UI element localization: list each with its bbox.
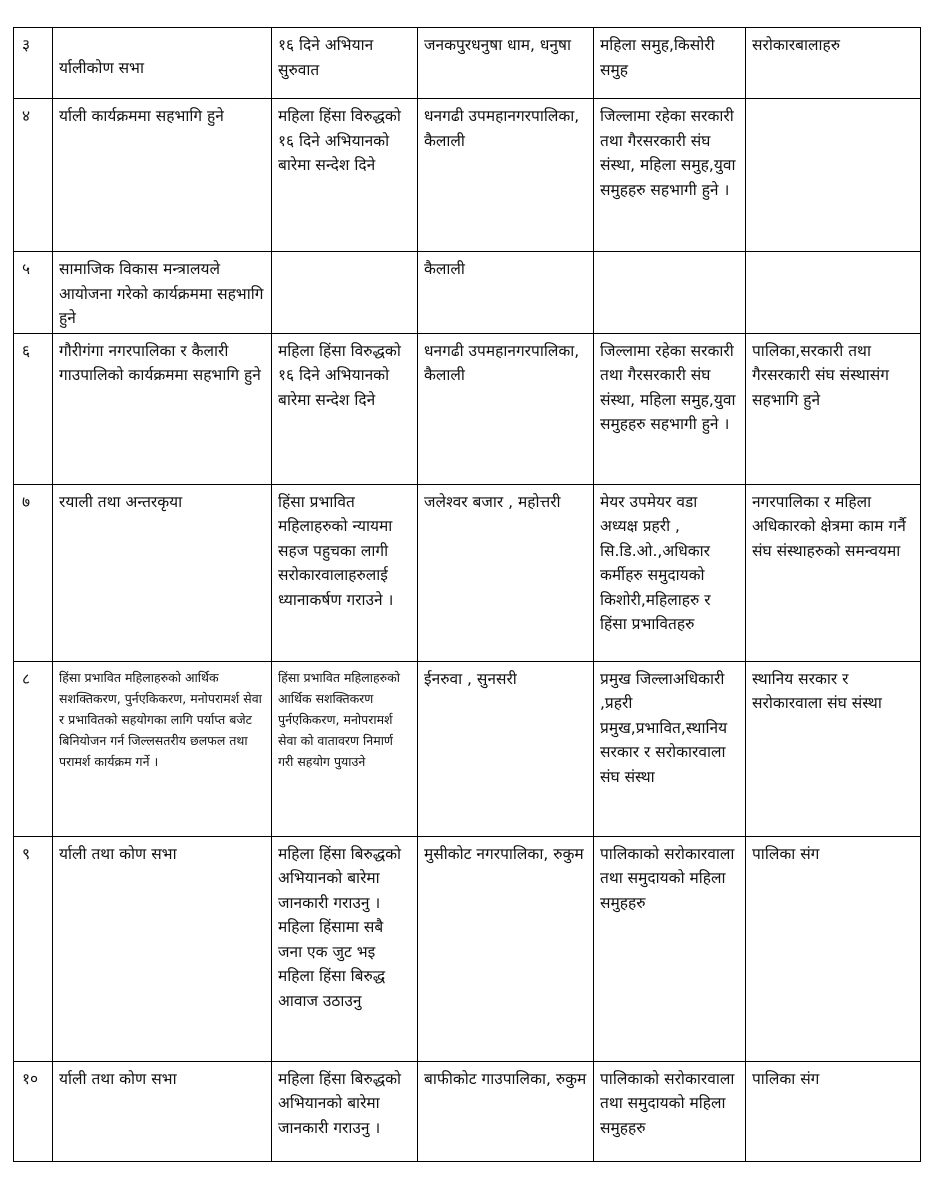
participants-cell: जिल्लामा रहेका सरकारी तथा गैरसरकारी संघ संस्था, महिला समुह,युवा समुहहरु सहभागी हुने । — [594, 333, 746, 484]
objective-cell: महिला हिंसा विरुद्धको १६ दिने अभियानको बारेमा सन्देश दिने — [272, 333, 418, 484]
table-row — [14, 99, 921, 252]
objective-cell: हिंसा प्रभावित महिलाहरुको न्यायमा सहज पहुचका लागी सरोकारवालाहरुलाई ध्यानाकर्षण गराउने । — [272, 484, 418, 661]
activity-cell: रयाली तथा अन्तरकृया — [53, 484, 272, 661]
row-number: ४ — [14, 99, 53, 252]
participants-cell: जिल्लामा रहेका सरकारी तथा गैरसरकारी संघ संस्था, महिला समुह,युवा समुहहरु सहभागी हुने । — [594, 99, 746, 252]
table-row — [14, 252, 921, 334]
row-number: ९ — [14, 836, 53, 1061]
activity-table — [13, 27, 921, 1162]
partners-cell: पालिका संग — [746, 1061, 921, 1161]
place-cell: धनगढी उपमहानगरपालिका, कैलाली — [418, 99, 594, 252]
objective-cell: १६ दिने अभियान सुरुवात — [272, 28, 418, 99]
place-cell: जलेश्वर बजार , महोत्तरी — [418, 484, 594, 661]
objective-cell: महिला हिंसा बिरुद्धको अभियानको बारेमा जानकारी गराउनु । — [272, 1061, 418, 1161]
table-row — [14, 28, 921, 99]
partners-cell: स्थानिय सरकार र सरोकारवाला संघ संस्था — [746, 661, 921, 836]
partners-cell: नगरपालिका र महिला अधिकारको क्षेत्रमा काम गर्नै संघ संस्थाहरुको समन्वयमा — [746, 484, 921, 661]
place-cell: मुसीकोट नगरपालिका, रुकुम — [418, 836, 594, 1061]
activity-cell: सामाजिक विकास मन्त्रालयले आयोजना गरेको कार्यक्रममा सहभागि हुने — [53, 252, 272, 334]
table-row — [14, 836, 921, 1061]
place-cell: धनगढी उपमहानगरपालिका, कैलाली — [418, 333, 594, 484]
participants-cell: मेयर उपमेयर वडा अध्यक्ष प्रहरी , सि.डि.ओ.,अधिकार कर्मीहरु समुदायको किशोरी,महिलाहरु र हिंसा प्रभावितहरु — [594, 484, 746, 661]
participants-cell: पालिकाको सरोकारवाला तथा समुदायको महिला समुहहरु — [594, 836, 746, 1061]
activity-cell: र्याली कार्यक्रममा सहभागि हुने — [53, 99, 272, 252]
objective-cell — [272, 252, 418, 334]
activity-cell: र्यालीकोण सभा — [53, 28, 272, 99]
place-cell: ईनरुवा , सुनसरी — [418, 661, 594, 836]
activity-cell: हिंसा प्रभावित महिलाहरुको आर्थिक सशक्तिकरण, पुर्नएकिकरण, मनोपरामर्श सेवा र प्रभावितको सहयोगका लागि पर्याप्त बजेट बिनियोजन गर्न जिल्लसतरीय छलफल तथा परामर्श कार्यक्रम गर्ने । — [53, 661, 272, 836]
activity-cell: र्याली तथा कोण सभा — [53, 836, 272, 1061]
partners-cell — [746, 99, 921, 252]
participants-cell: पालिकाको सरोकारवाला तथा समुदायको महिला समुहहरु — [594, 1061, 746, 1161]
activity-cell: गौरीगंगा नगरपालिका र कैलारी गाउपालिको कार्यक्रममा सहभागि हुने — [53, 333, 272, 484]
row-number: ७ — [14, 484, 53, 661]
objective-cell: हिंसा प्रभावित महिलाहरुको आर्थिक सशक्तिकरण पुर्नएकिकरण, मनोपरामर्श सेवा को वातावरण निमार्ण गरी सहयोग पुयाउने — [272, 661, 418, 836]
partners-cell: पालिका संग — [746, 836, 921, 1061]
participants-cell: महिला समुह,किसोरी समुह — [594, 28, 746, 99]
objective-cell: महिला हिंसा विरुद्धको १६ दिने अभियानको बारेमा सन्देश दिने — [272, 99, 418, 252]
place-cell: जनकपुरधनुषा धाम, धनुषा — [418, 28, 594, 99]
objective-cell: महिला हिंसा बिरुद्धको अभियानको बारेमा जानकारी गराउनु । महिला हिंसामा सबै जना एक जुट भइ महिला हिंसा बिरुद्ध आवाज उठाउनु — [272, 836, 418, 1061]
partners-cell: सरोकारबालाहरु — [746, 28, 921, 99]
row-number: ८ — [14, 661, 53, 836]
table-row — [14, 484, 921, 661]
place-cell: बाफीकोट गाउपालिका, रुकुम — [418, 1061, 594, 1161]
table-row — [14, 333, 921, 484]
row-number: ६ — [14, 333, 53, 484]
participants-cell: प्रमुख जिल्लाअधिकारी ,प्रहरी प्रमुख,प्रभावित,स्थानिय सरकार र सरोकारवाला संघ संस्था — [594, 661, 746, 836]
table-row — [14, 1061, 921, 1161]
participants-cell — [594, 252, 746, 334]
partners-cell — [746, 252, 921, 334]
row-number: ५ — [14, 252, 53, 334]
activity-cell: र्याली तथा कोण सभा — [53, 1061, 272, 1161]
place-cell: कैलाली — [418, 252, 594, 334]
table-row — [14, 661, 921, 836]
row-number: ३ — [14, 28, 53, 99]
partners-cell: पालिका,सरकारी तथा गैरसरकारी संघ संस्थासंग सहभागि हुने — [746, 333, 921, 484]
row-number: १० — [14, 1061, 53, 1161]
